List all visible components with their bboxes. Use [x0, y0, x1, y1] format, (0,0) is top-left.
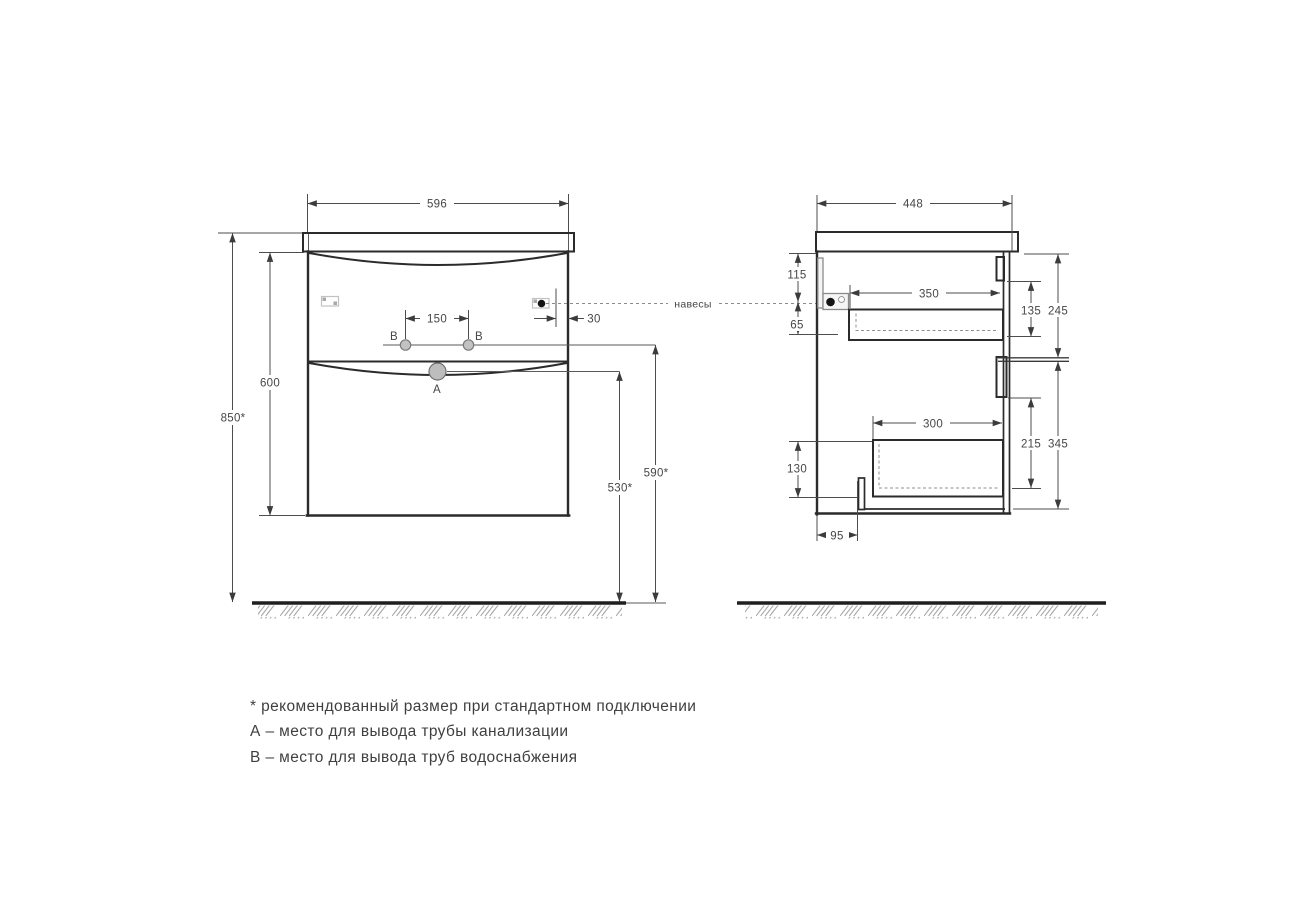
floor-hatch	[745, 606, 1098, 619]
svg-text:215: 215	[1020, 438, 1042, 451]
legend-note-recommended: * рекомендованный размер при стандартном подключении	[250, 698, 697, 715]
svg-text:30: 30	[587, 313, 601, 326]
drain-outlet	[429, 363, 446, 380]
svg-text:115: 115	[787, 269, 807, 282]
legend-note-a: А – место для вывода трубы канализации	[250, 723, 569, 741]
dim-lower-section-345	[1013, 362, 1074, 510]
legend-note-b: В – место для вывода труб водоснабжения	[250, 748, 578, 766]
lower-rail-bracket	[997, 357, 1007, 397]
svg-text:130: 130	[786, 463, 808, 476]
dim-water-height-590	[636, 345, 675, 602]
side-view	[783, 195, 1074, 543]
lower-drawer	[859, 440, 1006, 510]
front-countertop	[303, 233, 574, 252]
plumbing-notch	[859, 478, 865, 510]
svg-text:150: 150	[426, 313, 448, 326]
dim-upper-drawer-height-135	[1007, 282, 1046, 337]
dim-total-height-850	[213, 233, 302, 602]
svg-text:245: 245	[1047, 305, 1069, 318]
label-b-left: В	[390, 331, 398, 343]
dim-depth-448	[817, 195, 1012, 251]
dim-holes-150	[406, 310, 469, 339]
svg-text:530*: 530*	[607, 482, 633, 495]
label-b-right: В	[475, 331, 483, 343]
hinge-plate-left-icon	[322, 297, 339, 307]
upper-drawer	[849, 310, 1003, 341]
dim-lower-drawer-height-215	[1008, 398, 1046, 489]
floor-left	[252, 603, 666, 619]
dim-width-596	[308, 194, 569, 232]
floor-hatch	[258, 606, 622, 619]
svg-text:300: 300	[922, 418, 944, 431]
svg-text:850*: 850*	[220, 412, 246, 425]
water-outlet-right	[463, 340, 473, 350]
upper-drawer-curve	[309, 253, 567, 265]
svg-text:350: 350	[918, 288, 940, 301]
wall-hinge-bracket	[818, 258, 849, 310]
hinges-callout	[546, 299, 823, 311]
water-outlet-left	[400, 340, 410, 350]
svg-text:135: 135	[1020, 305, 1042, 318]
label-a: А	[433, 384, 441, 396]
dim-lower-drawer-300	[873, 416, 1002, 439]
svg-text:65: 65	[790, 319, 804, 332]
dim-back-clearance-95	[817, 481, 858, 543]
front-view	[213, 194, 675, 602]
hinges-label: навесы	[674, 298, 712, 311]
svg-text:600: 600	[259, 377, 281, 390]
svg-text:590*: 590*	[643, 467, 669, 480]
svg-text:345: 345	[1047, 438, 1069, 451]
dim-body-height-600	[253, 253, 305, 516]
svg-text:448: 448	[902, 198, 924, 211]
side-countertop	[816, 232, 1018, 252]
svg-text:95: 95	[830, 530, 844, 543]
dim-hinge-top-115	[783, 254, 816, 303]
legend	[250, 694, 696, 770]
dim-drain-height-530	[600, 372, 639, 603]
svg-text:596: 596	[426, 198, 448, 211]
floor-right	[737, 603, 1106, 619]
dim-upper-drawer-350	[850, 285, 1000, 308]
